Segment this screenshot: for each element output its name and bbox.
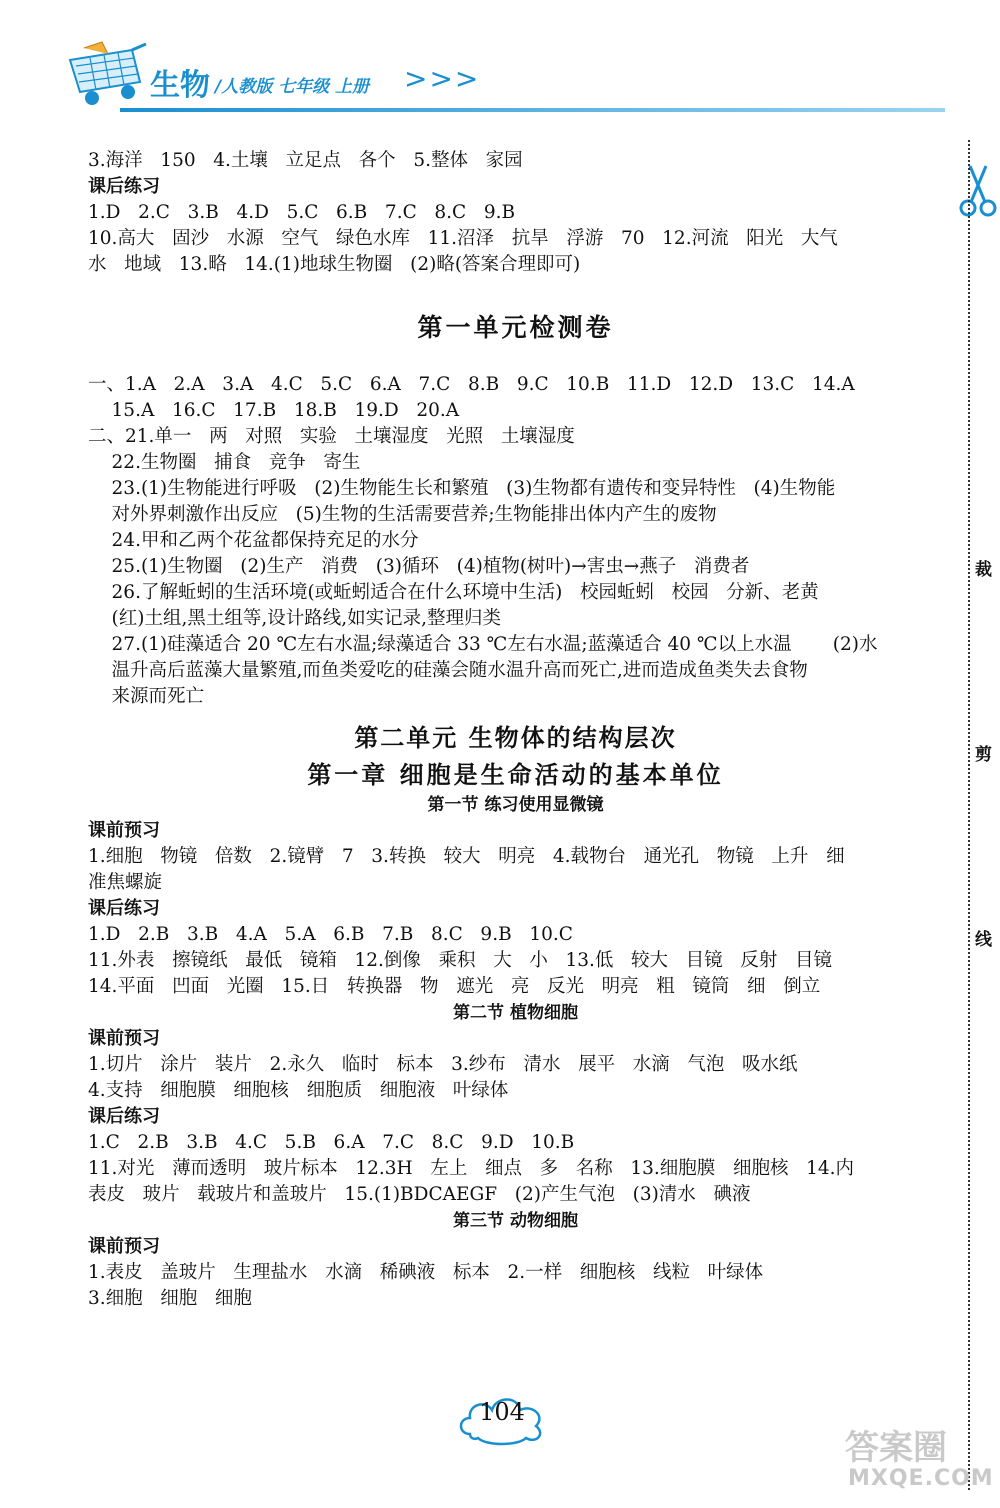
section-label-pre-preview: 课前预习	[88, 820, 160, 841]
answer-line: 准焦螺旋	[88, 872, 163, 893]
answer-line: 1.D 2.B 3.B 4.A 5.A 6.B 7.B 8.C 9.B 10.C	[88, 924, 573, 945]
answer-line: 温升高后蓝藻大量繁殖,而鱼类爱吃的硅藻会随水温升高而死亡,进而造成鱼类失去食物	[88, 660, 808, 681]
answer-line: 表皮 玻片 载玻片和盖玻片 15.(1)BDCAEGF (2)产生气泡 (3)清水 碘液	[88, 1184, 751, 1205]
answer-line: 4.支持 细胞膜 细胞核 细胞质 细胞液 叶绿体	[88, 1080, 509, 1101]
answer-content	[88, 148, 943, 1312]
answer-line: 23.(1)生物能进行呼吸 (2)生物能生长和繁殖 (3)生物都有遗传和变异特性 (4)生物能	[88, 478, 836, 499]
cut-mark-1: 裁	[975, 560, 992, 580]
page-number: 104	[479, 1398, 525, 1426]
answer-line: 1.细胞 物镜 倍数 2.镜臂 7 3.转换 较大 明亮 4.载物台 通光孔 物镜 上升 细	[88, 846, 845, 867]
answer-line: 10.高大 固沙 水源 空气 绿色水库 11.沼泽 抗旱 浮游 70 12.河流 阳光 大气	[88, 228, 838, 249]
section-label-post-practice: 课后练习	[88, 898, 160, 919]
answer-line: 对外界刺激作出反应 (5)生物的生活需要营养;生物能排出体内产生的废物	[88, 504, 717, 525]
answer-line: 24.甲和乙两个花盆都保持充足的水分	[88, 530, 419, 551]
book-edition-subtitle: /人教版 七年级 上册	[215, 77, 370, 97]
book-subject-title: 生物	[150, 68, 210, 103]
answer-line: 1.C 2.B 3.B 4.C 5.B 6.A 7.C 8.C 9.D 10.B	[88, 1132, 575, 1153]
answer-line: 一、1.A 2.A 3.A 4.C 5.C 6.A 7.C 8.B 9.C 10.B 11.D 12.D 13.C 14.A	[88, 374, 855, 395]
section2-title: 第二节 植物细胞	[453, 1003, 578, 1023]
section-label-post-practice: 课后练习	[88, 176, 160, 197]
answer-line: 15.A 16.C 17.B 18.B 19.D 20.A	[88, 400, 460, 421]
answer-line: 27.(1)硅藻适合 20 ℃左右水温;绿藻适合 33 ℃左右水温;蓝藻适合 40 ℃以上水温 (2)水	[88, 634, 878, 655]
answer-line: 14.平面 凹面 光圈 15.日 转换器 物 遮光 亮 反光 明亮 粗 镜筒 细 倒立	[88, 976, 821, 997]
answer-line: 26.了解蚯蚓的生活环境(或蚯蚓适合在什么环境中生活) 校园蚯蚓 校园 分新、老黄	[88, 582, 819, 603]
chapter1-title: 第一章 细胞是生命活动的基本单位	[307, 760, 724, 789]
answer-line: 11.对光 薄而透明 玻片标本 12.3H 左上 细点 多 名称 13.细胞膜 细胞核 14.内	[88, 1158, 855, 1179]
section-label-pre-preview: 课前预习	[88, 1236, 160, 1257]
cut-guide-line	[968, 140, 970, 1490]
answer-line: 来源而死亡	[88, 686, 205, 707]
answer-line: 22.生物圈 捕食 竞争 寄生	[88, 452, 361, 473]
section-label-post-practice: 课后练习	[88, 1106, 160, 1127]
answer-line: (红)土组,黑土组等,设计路线,如实记录,整理归类	[88, 608, 501, 629]
answer-line: 二、21.单一 两 对照 实验 土壤湿度 光照 土壤湿度	[88, 426, 575, 447]
answer-line: 3.海洋 150 4.土壤 立足点 各个 5.整体 家园	[88, 150, 523, 171]
answer-line: 25.(1)生物圈 (2)生产 消费 (3)循环 (4)植物(树叶)→害虫→燕子 消费者	[88, 556, 750, 577]
watermark-url: MXQE.COM	[848, 1466, 994, 1491]
header-arrows-icon: >>>	[404, 62, 481, 95]
answer-line: 3.细胞 细胞 细胞	[88, 1288, 252, 1309]
header-rule	[120, 108, 945, 112]
watermark-logo: 答案圈	[845, 1428, 947, 1468]
answer-line: 11.外表 擦镜纸 最低 镜箱 12.倒像 乘积 大 小 13.低 较大 目镜 反射 目镜	[88, 950, 832, 971]
cart-logo-icon	[62, 40, 152, 112]
section3-title: 第三节 动物细胞	[453, 1211, 578, 1231]
answer-line: 水 地域 13.略 14.(1)地球生物圈 (2)略(答案合理即可)	[88, 254, 581, 275]
page-header	[0, 0, 1000, 120]
answer-line: 1.表皮 盖玻片 生理盐水 水滴 稀碘液 标本 2.一样 细胞核 线粒 叶绿体	[88, 1262, 764, 1283]
answer-line: 1.切片 涂片 装片 2.永久 临时 标本 3.纱布 清水 展平 水滴 气泡 吸水纸	[88, 1054, 798, 1075]
answer-line: 1.D 2.C 3.B 4.D 5.C 6.B 7.C 8.C 9.B	[88, 202, 516, 223]
unit2-title: 第二单元 生物体的结构层次	[354, 724, 677, 752]
page-number-cloud	[456, 1388, 548, 1448]
unit1-test-title: 第一单元检测卷	[417, 313, 614, 342]
section-label-pre-preview: 课前预习	[88, 1028, 160, 1049]
section1-title: 第一节 练习使用显微镜	[427, 795, 604, 815]
cut-mark-2: 剪	[975, 745, 992, 765]
scissors-icon	[958, 162, 998, 218]
cut-mark-3: 线	[975, 930, 992, 950]
